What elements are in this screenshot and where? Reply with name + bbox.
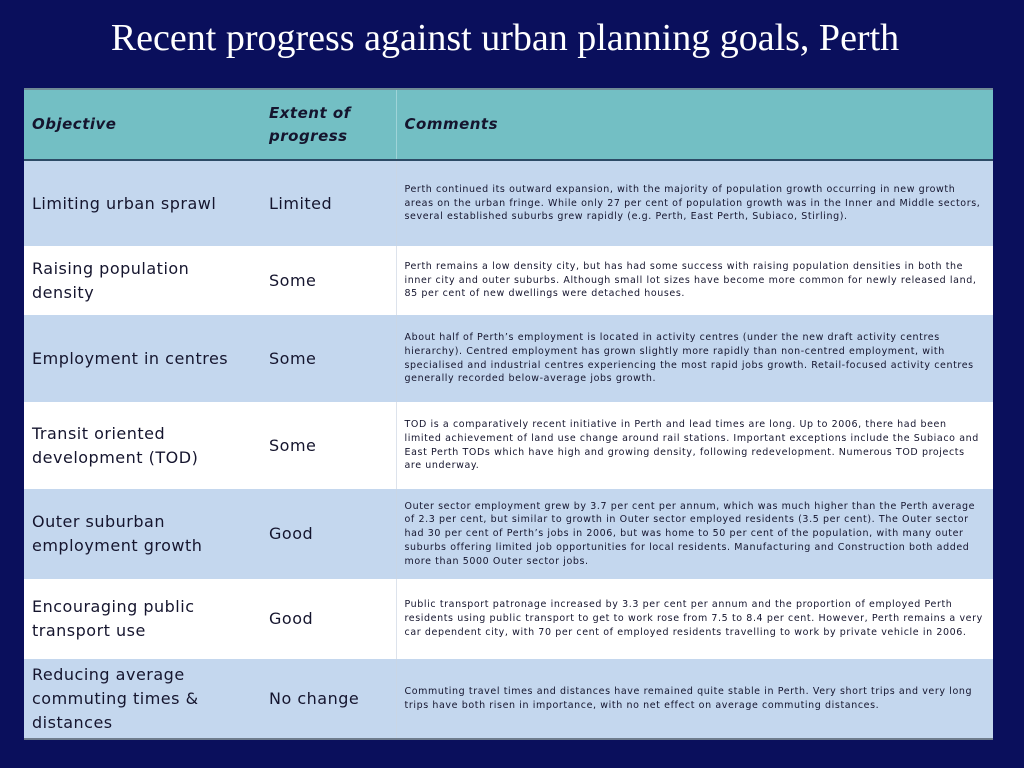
- slide-title: Recent progress against urban planning goals, Perth: [110, 17, 900, 59]
- table-row: [24, 659, 993, 739]
- table-row: [24, 402, 993, 489]
- comment-cell: Perth remains a low density city, but has had some success with raising population densities in both the inner city and outer suburbs. Although small lot sizes have become more common for newly released land, 85 per cent of new dwellings were detached houses.: [396, 246, 993, 315]
- header-extent-of-progress: Extent of progress: [261, 89, 396, 160]
- table-header-row: [24, 89, 993, 160]
- table-row: [24, 160, 993, 246]
- table-row: [24, 246, 993, 315]
- table-row: [24, 579, 993, 659]
- extent-cell: No change: [261, 659, 396, 739]
- extent-cell: Limited: [261, 160, 396, 246]
- objective-cell: Transit oriented development (TOD): [24, 402, 261, 489]
- comment-cell: About half of Perth’s employment is located in activity centres (under the new draft activity centres hierarchy). Centred employment has grown slightly more rapidly than non-centred employment, with specialised and industrial centres experiencing the most rapid jobs growth. Retail-focused activity centres generally recorded below-average jobs growth.: [396, 315, 993, 402]
- objective-cell: Encouraging public transport use: [24, 579, 261, 659]
- extent-cell: Good: [261, 579, 396, 659]
- extent-cell: Good: [261, 489, 396, 579]
- objective-cell: Reducing average commuting times & distances: [24, 659, 261, 739]
- objective-cell: Raising population density: [24, 246, 261, 315]
- extent-cell: Some: [261, 315, 396, 402]
- comment-cell: Outer sector employment grew by 3.7 per cent per annum, which was much higher than the Perth average of 2.3 per cent, but similar to growth in Outer sector employed residents (3.5 per cent). The Outer sector had 30 per cent of Perth’s jobs in 2006, but was home to 50 per cent of the population, with many outer suburbs offering limited job opportunities for local residents. Manufacturing and Construction both added more than 5000 Outer sector jobs.: [396, 489, 993, 579]
- extent-cell: Some: [261, 246, 396, 315]
- extent-cell: Some: [261, 402, 396, 489]
- comment-cell: Public transport patronage increased by 3.3 per cent per annum and the proportion of employed Perth residents using public transport to get to work rose from 7.5 to 8.4 per cent. However, Perth remains a very car dependent city, with 70 per cent of employed residents travelling to work by private vehicle in 2006.: [396, 579, 993, 659]
- header-comments: Comments: [396, 89, 993, 160]
- comment-cell: Perth continued its outward expansion, with the majority of population growth occurring in new growth areas on the urban fringe. While only 27 per cent of population growth was in the Inner and Middle sectors, several established suburbs grew rapidly (e.g. Perth, East Perth, Subiaco, Stirling).: [396, 160, 993, 246]
- comment-cell: TOD is a comparatively recent initiative in Perth and lead times are long. Up to 2006, there had been limited achievement of land use change around rail stations. Important exceptions include the Subiaco and East Perth TODs which have high and growing density, following redevelopment. Numerous TOD projects are underway.: [396, 402, 993, 489]
- table-row: [24, 489, 993, 579]
- header-objective: Objective: [24, 89, 261, 160]
- objective-cell: Outer suburban employment growth: [24, 489, 261, 579]
- comment-cell: Commuting travel times and distances have remained quite stable in Perth. Very short trips and very long trips have both risen in importance, with no net effect on average commuting distances.: [396, 659, 993, 739]
- objective-cell: Employment in centres: [24, 315, 261, 402]
- progress-table: [24, 88, 993, 740]
- table-row: [24, 315, 993, 402]
- objective-cell: Limiting urban sprawl: [24, 160, 261, 246]
